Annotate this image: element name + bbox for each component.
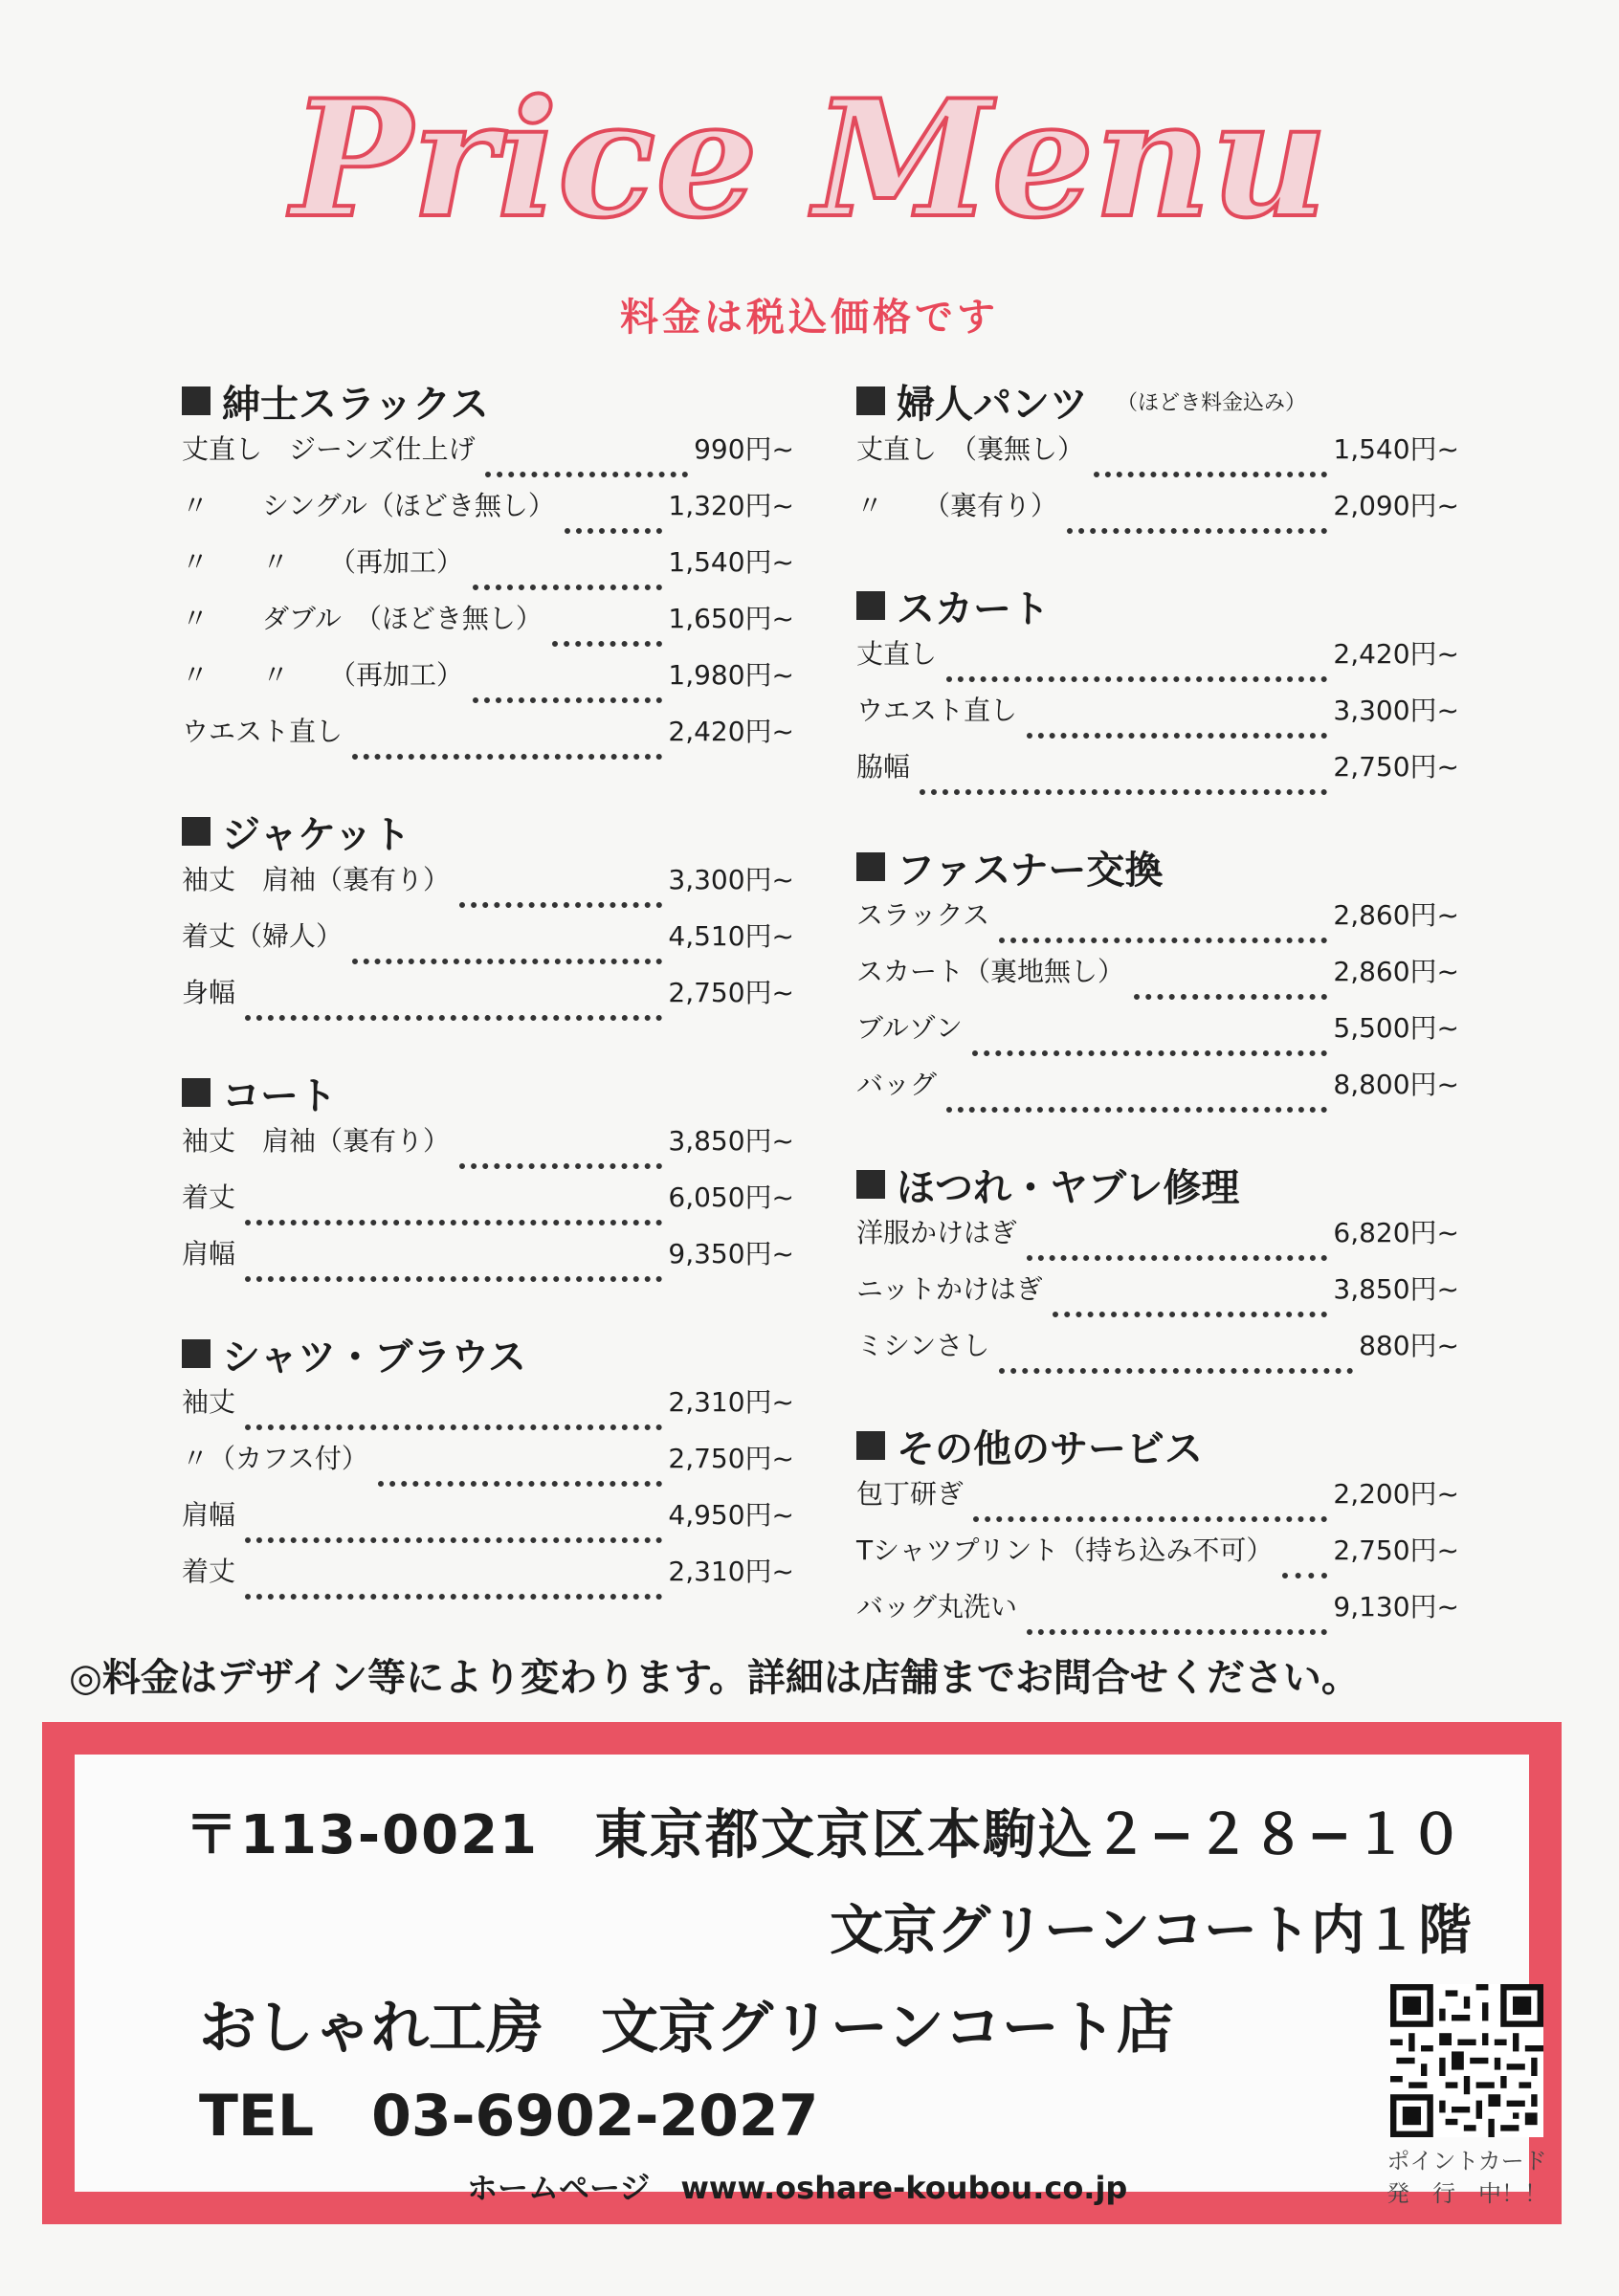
item-price: 8,800円~: [1333, 1069, 1459, 1100]
item-price: 990円~: [694, 433, 794, 465]
item-price: 2,750円~: [1333, 751, 1459, 783]
price-row: [182, 541, 794, 598]
item-price: 2,090円~: [1333, 490, 1459, 521]
item-price: 3,850円~: [1333, 1273, 1459, 1305]
dot-leader: [920, 789, 1327, 795]
price-row: [856, 1586, 1459, 1643]
section-title: ほつれ・ヤブレ修理: [897, 1165, 1240, 1210]
title-text: Price Menu: [291, 64, 1328, 254]
item-label: 袖丈 肩袖（裏有り）: [182, 864, 451, 895]
item-label: 着丈: [182, 1556, 236, 1587]
price-row: [182, 972, 794, 1028]
section-title: コート: [222, 1073, 337, 1118]
item-price: 1,980円~: [668, 659, 794, 691]
item-label: 身幅: [182, 977, 236, 1008]
item-label: 肩幅: [182, 1238, 236, 1269]
price-row: [856, 746, 1459, 803]
notice-mark: ◎: [69, 1656, 102, 1700]
item-label: ニットかけはぎ: [856, 1273, 1043, 1305]
item-label: 包丁研ぎ: [856, 1478, 965, 1510]
price-row: [856, 690, 1459, 746]
section-heading: [856, 373, 1459, 429]
section-title: スカート: [897, 586, 1050, 631]
square-bullet-icon: [856, 591, 885, 620]
item-label: 肩幅: [182, 1499, 236, 1531]
price-row: [856, 1007, 1459, 1064]
price-row: [182, 1438, 794, 1494]
menu-section: [856, 578, 1459, 803]
dot-leader: [352, 754, 662, 760]
price-row: [856, 1269, 1459, 1325]
dot-leader: [552, 641, 662, 647]
item-price: 1,540円~: [1333, 433, 1459, 465]
menu-section: [182, 1326, 794, 1607]
price-row: [182, 1551, 794, 1607]
tax-note: 料金は税込価格です: [620, 296, 999, 340]
square-bullet-icon: [856, 1431, 885, 1460]
price-row: [182, 429, 794, 485]
item-price: 2,750円~: [668, 1443, 794, 1474]
square-bullet-icon: [182, 386, 211, 415]
square-bullet-icon: [182, 1078, 211, 1107]
price-row: [182, 1120, 794, 1177]
menu-section: [856, 1418, 1459, 1643]
section-heading: [856, 1157, 1459, 1212]
price-row: [182, 1494, 794, 1551]
price-row: [856, 633, 1459, 690]
dot-leader: [1094, 472, 1327, 477]
dot-leader: [459, 902, 662, 908]
item-price: 2,750円~: [668, 977, 794, 1008]
qr-code-icon[interactable]: [1390, 1984, 1543, 2137]
section-heading: [856, 578, 1459, 633]
menu-section: [182, 1065, 794, 1290]
menu-section: [182, 373, 794, 767]
item-price: 2,860円~: [1333, 956, 1459, 987]
item-price: 2,310円~: [668, 1386, 794, 1418]
item-label: 着丈: [182, 1181, 236, 1213]
item-label: 〃 シングル（ほどき無し）: [182, 490, 555, 521]
section-title: シャツ・ブラウス: [222, 1335, 526, 1380]
item-label: 丈直し: [856, 638, 938, 670]
dot-leader: [245, 1537, 662, 1543]
item-price: 9,350円~: [668, 1238, 794, 1269]
section-heading: [182, 804, 794, 859]
dot-leader: [999, 938, 1327, 943]
price-row: [856, 1530, 1459, 1586]
dot-leader: [1027, 1255, 1327, 1261]
dot-leader: [1027, 1629, 1327, 1635]
dot-leader: [972, 1050, 1327, 1056]
item-price: 2,860円~: [1333, 899, 1459, 931]
price-row: [856, 951, 1459, 1007]
square-bullet-icon: [856, 386, 885, 415]
left-column: [182, 373, 794, 1644]
item-label: 洋服かけはぎ: [856, 1217, 1018, 1248]
point-card-note: [1357, 2145, 1577, 2210]
item-label: 袖丈: [182, 1386, 236, 1418]
price-row: [856, 1212, 1459, 1269]
price-row: [182, 654, 794, 711]
menu-section: [856, 839, 1459, 1120]
price-row: [856, 429, 1459, 485]
item-label: ウエスト直し: [182, 716, 344, 747]
dot-leader: [245, 1015, 662, 1021]
section-note: （ほどき料金込み）: [1117, 390, 1307, 415]
item-label: 丈直し ジーンズ仕上げ: [182, 433, 476, 465]
section-title: 紳士スラックス: [222, 382, 489, 427]
store-info-box: [42, 1722, 1562, 2224]
section-heading: [856, 1418, 1459, 1473]
item-label: 丈直し （裏無し）: [856, 433, 1085, 465]
menu-section: [856, 373, 1459, 541]
dot-leader: [565, 528, 662, 534]
item-label: 〃 〃 （再加工）: [182, 659, 464, 691]
menu-section: [856, 1157, 1459, 1381]
square-bullet-icon: [182, 1339, 211, 1368]
square-bullet-icon: [182, 817, 211, 846]
price-row: [182, 916, 794, 972]
dot-leader: [473, 697, 662, 703]
item-label: ブルゾン: [856, 1012, 963, 1044]
notice-text: 料金はデザイン等により変わります。詳細は店舗までお問合せください。: [101, 1656, 1360, 1700]
item-label: スカート（裏地無し）: [856, 956, 1125, 987]
price-row: [182, 1233, 794, 1290]
address-line-1: 〒113-0021 東京都文京区本駒込２−２８−１０: [185, 1804, 1465, 1866]
item-label: Tシャツプリント（持ち込み不可）: [856, 1534, 1274, 1566]
item-label: 〃 〃 （再加工）: [182, 546, 464, 578]
point-card-line-1: ポイントカード: [1386, 2148, 1547, 2175]
website-link[interactable]: ホームページ www.oshare-koubou.co.jp: [467, 2170, 1128, 2206]
section-heading: [182, 373, 794, 429]
item-price: 1,650円~: [668, 603, 794, 634]
item-label: 袖丈 肩袖（裏有り）: [182, 1125, 451, 1157]
dot-leader: [1027, 733, 1327, 739]
dot-leader: [1134, 994, 1327, 1000]
price-row: [856, 1325, 1459, 1381]
dot-leader: [1053, 1312, 1327, 1317]
dot-leader: [946, 676, 1327, 682]
dot-leader: [245, 1424, 662, 1430]
item-price: 880円~: [1359, 1330, 1459, 1361]
price-row: [856, 485, 1459, 541]
dot-leader: [378, 1481, 662, 1487]
point-card-line-2: 発 行 中！！: [1386, 2180, 1547, 2207]
section-title: その他のサービス: [897, 1426, 1203, 1471]
dot-leader: [999, 1368, 1353, 1374]
price-row: [856, 1473, 1459, 1530]
price-row: [182, 1177, 794, 1233]
title-logo: [283, 57, 1336, 268]
item-price: 3,850円~: [668, 1125, 794, 1157]
item-price: 1,320円~: [668, 490, 794, 521]
menu-section: [182, 804, 794, 1028]
item-label: スラックス: [856, 899, 990, 931]
item-price: 3,300円~: [1333, 695, 1459, 726]
item-label: 脇幅: [856, 751, 911, 783]
item-price: 1,540円~: [668, 546, 794, 578]
item-label: 〃（カフス付）: [182, 1443, 368, 1474]
price-row: [182, 711, 794, 767]
dot-leader: [946, 1107, 1327, 1113]
section-heading: [182, 1326, 794, 1381]
item-label: ミシンさし: [856, 1330, 990, 1361]
item-price: 9,130円~: [1333, 1591, 1459, 1623]
section-title: 婦人パンツ: [897, 382, 1088, 427]
item-label: 〃 （裏有り）: [856, 490, 1058, 521]
item-price: 2,200円~: [1333, 1478, 1459, 1510]
item-price: 6,820円~: [1333, 1217, 1459, 1248]
price-notice: [69, 1647, 1562, 1702]
section-heading: [856, 839, 1459, 894]
shop-name: おしゃれ工房 文京グリーンコート店: [199, 1995, 1174, 2062]
item-price: 3,300円~: [668, 864, 794, 895]
item-label: バッグ丸洗い: [856, 1591, 1018, 1623]
item-label: 〃 ダブル （ほどき無し）: [182, 603, 543, 634]
item-label: バッグ: [856, 1069, 938, 1100]
page-title: [0, 57, 1619, 268]
price-row: [182, 598, 794, 654]
item-price: 4,510円~: [668, 920, 794, 952]
item-price: 6,050円~: [668, 1181, 794, 1213]
store-info-inner: [75, 1755, 1547, 2207]
item-price: 2,750円~: [1333, 1534, 1459, 1566]
price-row: [182, 859, 794, 916]
square-bullet-icon: [856, 852, 885, 881]
dot-leader: [473, 585, 662, 590]
price-row: [182, 1381, 794, 1438]
dot-leader: [1282, 1573, 1327, 1578]
dot-leader: [245, 1220, 662, 1225]
price-row: [856, 894, 1459, 951]
item-price: 5,500円~: [1333, 1012, 1459, 1044]
dot-leader: [352, 959, 662, 964]
price-row: [182, 485, 794, 541]
dot-leader: [485, 472, 688, 477]
item-label: ウエスト直し: [856, 695, 1018, 726]
right-column: [856, 373, 1459, 1679]
dot-leader: [245, 1594, 662, 1600]
section-title: ジャケット: [222, 812, 411, 857]
item-price: 4,950円~: [668, 1499, 794, 1531]
dot-leader: [459, 1163, 662, 1169]
dot-leader: [973, 1516, 1327, 1522]
address-line-2: 文京グリーンコート内１階: [830, 1900, 1472, 1962]
phone-number[interactable]: TEL 03-6902-2027: [199, 2083, 819, 2150]
price-row: [856, 1064, 1459, 1120]
item-price: 2,420円~: [668, 716, 794, 747]
item-label: 着丈（婦人）: [182, 920, 344, 952]
section-title: ファスナー交換: [897, 848, 1164, 893]
dot-leader: [245, 1276, 662, 1282]
item-price: 2,310円~: [668, 1556, 794, 1587]
item-price: 2,420円~: [1333, 638, 1459, 670]
section-heading: [182, 1065, 794, 1120]
square-bullet-icon: [856, 1170, 885, 1199]
dot-leader: [1067, 528, 1327, 534]
